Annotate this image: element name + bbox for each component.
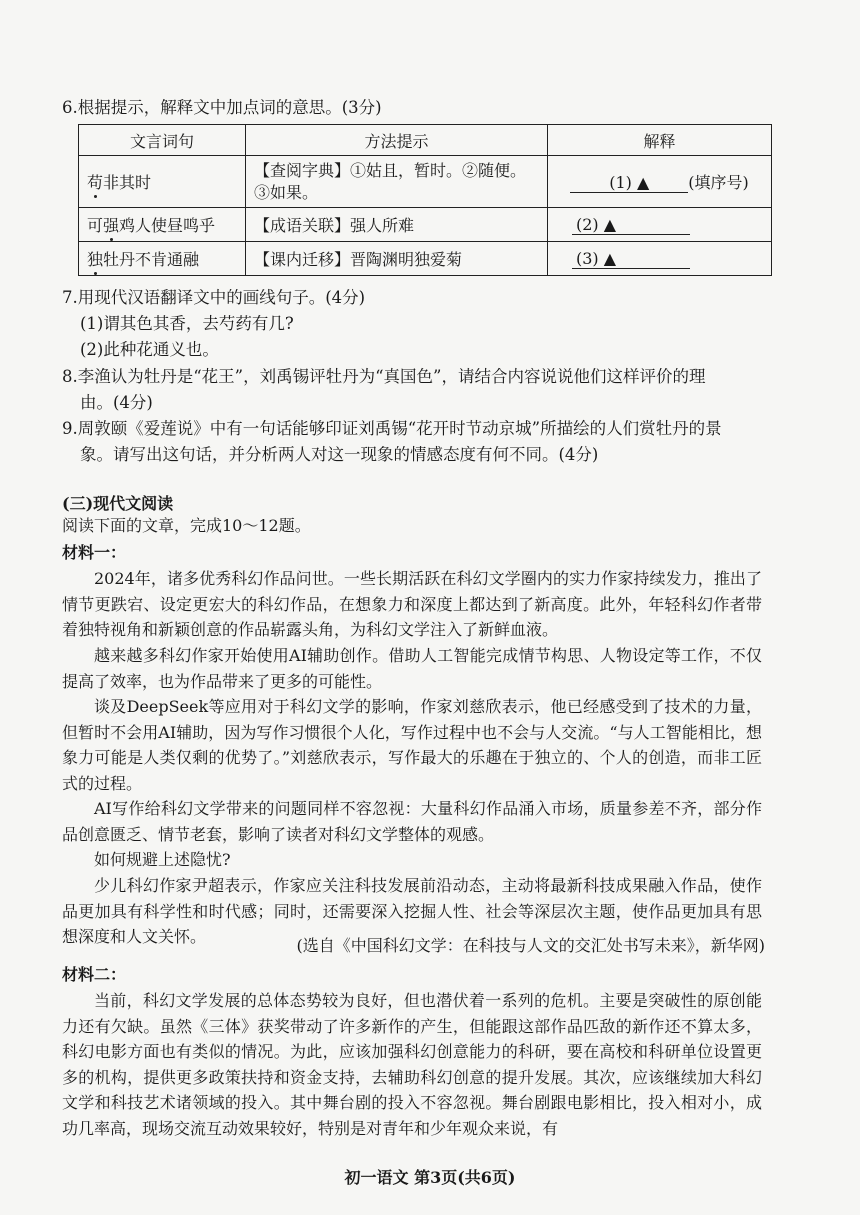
section-instruction: 阅读下面的文章，完成10～12题。 <box>62 516 311 535</box>
dotted-char: 独 <box>87 247 103 270</box>
table-header-cell: 解释 <box>548 125 772 156</box>
question-9-line-2: 象。请写出这句话，并分析两人对这一现象的情感态度有何不同。(4分) <box>80 445 599 464</box>
material-1-paragraph: 2024年，诸多优秀科幻作品问世。一些长期活跃在科幻文学圈内的实力作家持续发力，推出了情节更跌宕、设定更宏大的科幻作品，在想象力和深度上都达到了新高度。此外，年轻科幻作者带着独特视角和新颖创意的作品崭露头角，为科幻文学注入了新鲜血液。 <box>62 569 762 639</box>
question-7-stem: 7.用现代汉语翻译文中的画线句子。(4分) <box>62 288 366 307</box>
material-2-paragraph: 当前，科幻文学发展的总体态势较为良好，但也潜伏着一系列的危机。主要是突破性的原创能力还有欠缺。虽然《三体》获奖带动了许多新作的产生，但能跟这部作品匹敌的新作还不算太多，科幻电影方面也有类似的情况。为此，应该加强科幻创意能力的科研，要在高校和科研单位设置更多的机构，提供更多政策扶持和资金支持，去辅助科幻创意的提升发展。其次，应该继续加大科幻文学和科技艺术诸领域的投入。其中舞台剧的投入不容忽视。舞台剧跟电影相比，投入相对小，成功几率高，现场交流互动效果较好，特别是对青年和少年观众来说，有 <box>62 991 762 1138</box>
material-2-label: 材料二： <box>62 965 127 984</box>
table-row <box>79 156 772 208</box>
question-7-item-2: (2)此种花通义也。 <box>80 340 219 359</box>
answer-cell <box>548 208 772 242</box>
question-9-line-1: 9.周敦颐《爱莲说》中有一句话能够印证刘禹锡“花开时节动京城”所描绘的人们赏牡丹的景 <box>62 419 722 438</box>
question-6-table <box>78 124 772 276</box>
dotted-char: 苟 <box>87 170 103 193</box>
dotted-char: 强 <box>103 213 119 236</box>
table-header-row <box>79 125 772 156</box>
hint-cell: 【成语关联】强人所难 <box>246 208 548 242</box>
material-1-paragraph: 越来越多科幻作家开始使用AI辅助创作。借助人工智能完成情节构思、人物设定等工作，不仅提高了效率，也为作品带来了更多的可能性。 <box>62 646 762 691</box>
material-1-source: (选自《中国科幻文学：在科技与人文的交汇处书写未来》，新华网) <box>296 936 765 955</box>
hint-cell: 【课内迁移】晋陶渊明独爱菊 <box>246 242 548 276</box>
table-row <box>79 242 772 276</box>
phrase-cell: 独牡丹不肯通融 <box>79 242 246 276</box>
answer-blank: (2) ▲ <box>572 215 690 235</box>
material-1-label: 材料一： <box>62 543 127 562</box>
material-1-paragraph: 如何规避上述隐忧? <box>94 850 231 869</box>
answer-note: (填序号) <box>688 173 749 192</box>
table-row <box>79 208 772 242</box>
material-1-paragraph: 谈及DeepSeek等应用对于科幻文学的影响，作家刘慈欣表示，他已经感受到了技术的力量，但暂时不会用AI辅助，因为写作习惯很个人化，写作过程中也不会与人交流。“与人工智能相比，想象力可能是人类仅剩的优势了。”刘慈欣表示，写作最大的乐趣在于独立的、个人的创造，而非工匠式的过程。 <box>62 697 762 793</box>
answer-cell <box>548 242 772 276</box>
table-header-cell: 方法提示 <box>246 125 548 156</box>
hint-cell: 【查阅字典】①姑且，暂时。②随便。③如果。 <box>246 156 548 208</box>
page-footer: 初一语文 第3页(共6页) <box>344 1168 516 1187</box>
material-1-paragraph: AI写作给科幻文学带来的问题同样不容忽视：大量科幻作品涌入市场，质量参差不齐，部分作品创意匮乏、情节老套，影响了读者对科幻文学整体的观感。 <box>62 799 762 844</box>
question-8-line-1: 8.李渔认为牡丹是“花王”，刘禹锡评牡丹为“真国色”，请结合内容说说他们这样评价的理 <box>62 367 706 386</box>
material-1-paragraph: 少儿科幻作家尹超表示，作家应关注科技发展前沿动态，主动将最新科技成果融入作品，使作品更加具有科学性和时代感；同时，还需要深入挖掘人性、社会等深层次主题，使作品更加具有思想深度和人文关怀。 <box>62 876 762 946</box>
answer-blank: (3) ▲ <box>572 249 690 269</box>
table-header-cell: 文言词句 <box>79 125 246 156</box>
section-title: (三)现代文阅读 <box>62 494 174 513</box>
phrase-cell: 苟非其时 <box>79 156 246 208</box>
question-8-line-2: 由。(4分) <box>80 393 153 412</box>
answer-blank: (1) ▲ <box>570 173 688 193</box>
answer-cell <box>548 156 772 208</box>
question-6-stem: 6.根据提示，解释文中加点词的意思。(3分) <box>62 98 382 117</box>
phrase-cell: 可强鸡人使昼鸣乎 <box>79 208 246 242</box>
question-7-item-1: (1)谓其色其香，去芍药有几? <box>80 314 294 333</box>
